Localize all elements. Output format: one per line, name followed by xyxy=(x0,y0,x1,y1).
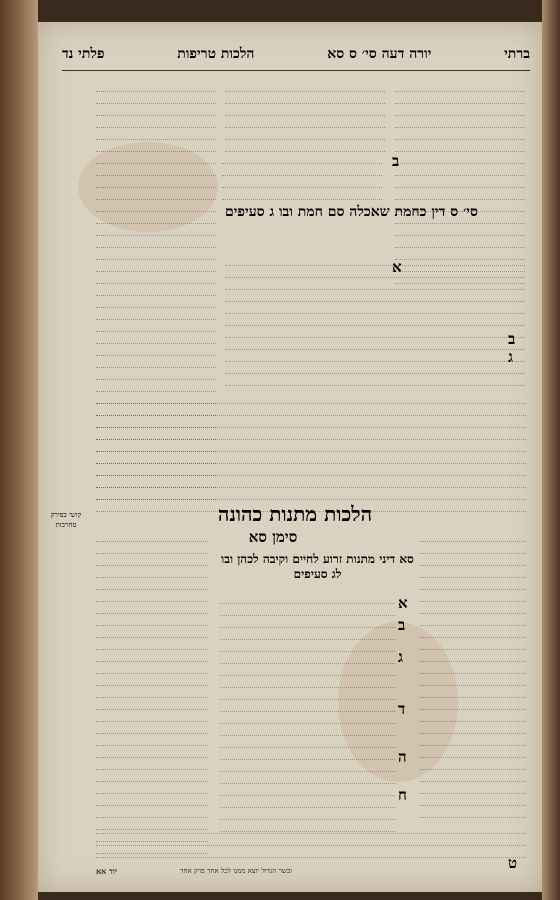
commentary-band xyxy=(96,392,526,502)
siman-61-title: סא דיני מתנות זרוע לחיים וקיבה לכהן ובו לג סעיפים xyxy=(221,552,414,581)
header-center-1: יורה דעה סי׳ ס סא xyxy=(327,45,432,62)
header-right: ברתי xyxy=(504,45,530,62)
commentary-column-right-lower xyxy=(420,530,526,800)
siman-61-label: סימן סא xyxy=(248,528,298,546)
paragraph-letter: ה xyxy=(398,748,407,766)
last-line: ובשר הגדול יוצא ממנו לכל אחד פרק אחד xyxy=(180,867,293,875)
paragraph-letter: ב xyxy=(392,152,400,170)
siman-60-title: סי׳ ס דין כחמת שאכלה סם חמת ובו ג סעיפים xyxy=(225,204,478,220)
book-binding-edge xyxy=(0,0,38,900)
paragraph-letter: ב xyxy=(508,330,516,348)
paragraph-letter: א xyxy=(392,258,402,276)
page-fore-edge xyxy=(542,0,560,900)
margin-note: קושי בפירק סחרבות xyxy=(50,511,82,529)
commentary-column-right xyxy=(395,80,525,280)
header-left: פלתי נד xyxy=(62,45,105,62)
running-header xyxy=(62,42,530,66)
main-text-block xyxy=(222,152,382,197)
commentary-column-left-lower xyxy=(96,530,208,830)
bottom-text-band xyxy=(96,822,526,866)
header-rule xyxy=(62,70,530,71)
paragraph-letter: ג xyxy=(398,648,403,666)
halachot-matnot-kehuna-title: הלכות מתנות כהונה xyxy=(217,502,373,526)
header-center-2: הלכות טריפות xyxy=(177,45,255,62)
paragraph-letter: ב xyxy=(398,616,406,634)
catchword: יוד אא xyxy=(96,866,118,876)
main-text-block-lower xyxy=(220,592,395,812)
paragraph-letter: ח xyxy=(398,786,407,804)
paragraph-letter: ד xyxy=(398,700,406,718)
commentary-column-center xyxy=(225,80,385,150)
paragraph-letter: ט xyxy=(508,854,518,872)
paragraph-letter: ג xyxy=(508,348,513,366)
main-text-block xyxy=(225,254,525,384)
paragraph-letter: א xyxy=(398,594,408,612)
